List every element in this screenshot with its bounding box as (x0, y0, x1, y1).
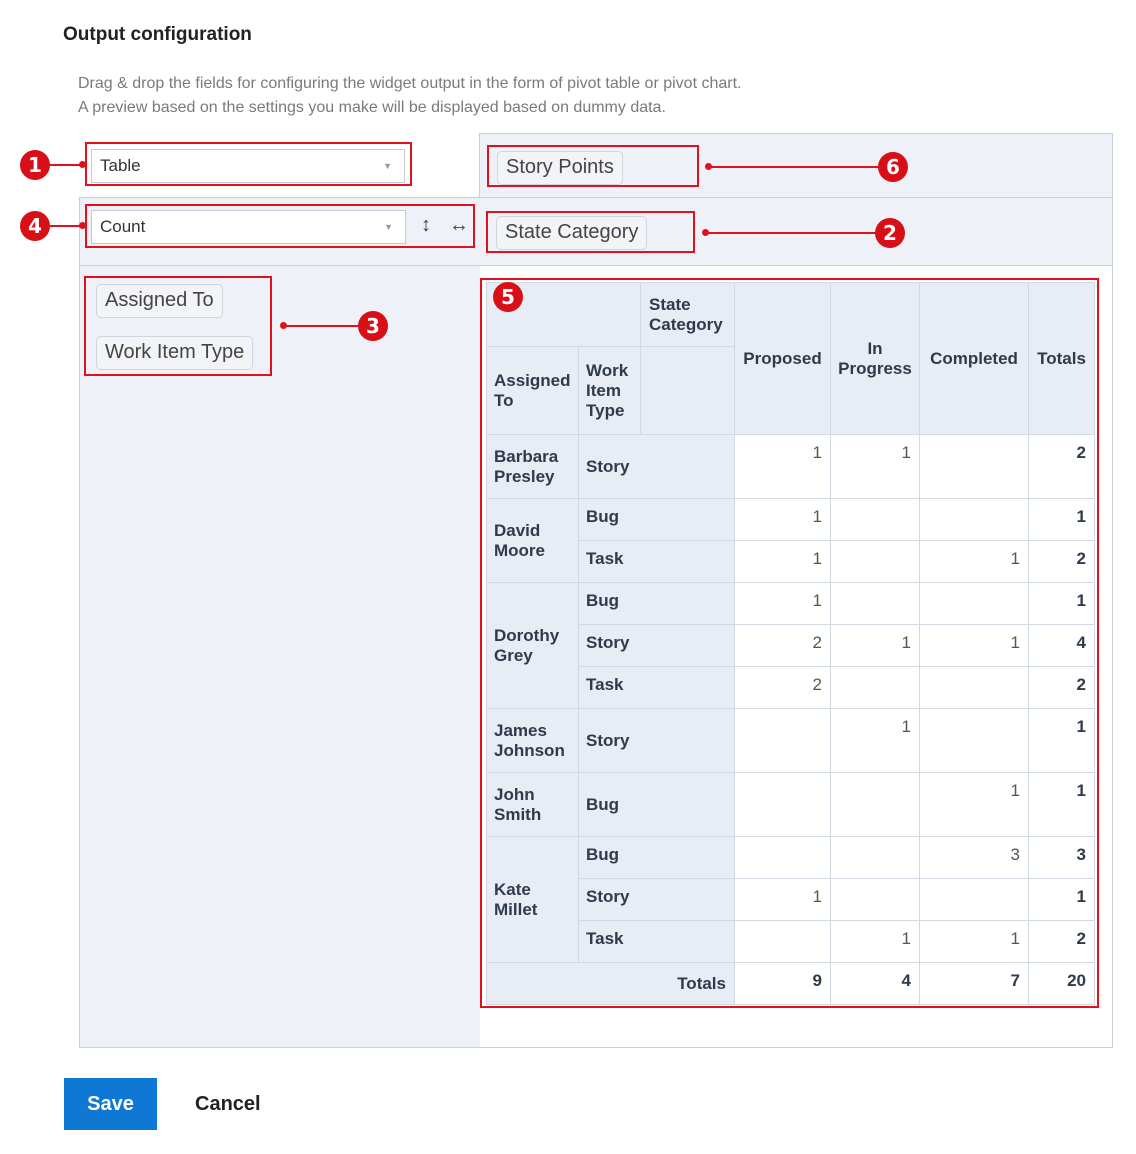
callout-box-pivot-table (480, 278, 1099, 1008)
table-cell: 1 (735, 583, 831, 625)
callout-badge-4: 4 (20, 211, 50, 241)
callout-dot-4 (79, 222, 86, 229)
table-cell: 1 (831, 435, 920, 499)
table-cell: 1 (735, 541, 831, 583)
col-total: 7 (920, 963, 1029, 1005)
table-cell: 1 (920, 773, 1029, 837)
col-total: 9 (735, 963, 831, 1005)
value-field-chip[interactable]: Story Points (497, 151, 623, 185)
row-type-label: Story (579, 435, 735, 499)
grand-total: 20 (1029, 963, 1095, 1005)
row-total: 2 (1029, 921, 1095, 963)
row-field-chip-assigned-to[interactable]: Assigned To (96, 284, 223, 318)
row-type-label: Story (579, 879, 735, 921)
row-group-label: Dorothy Grey (487, 583, 579, 709)
row-total: 1 (1029, 583, 1095, 625)
callout-badge-5: 5 (493, 282, 523, 312)
table-cell: 1 (920, 541, 1029, 583)
callout-box-renderer (85, 142, 412, 186)
callout-line-2 (706, 232, 876, 234)
renderer-select-value: Table (100, 156, 141, 175)
callout-badge-6: 6 (878, 152, 908, 182)
row-type-label: Bug (579, 499, 735, 541)
row-type-label: Task (579, 921, 735, 963)
callout-dot-2 (702, 229, 709, 236)
callout-box-value-field (487, 145, 699, 187)
row-total: 1 (1029, 499, 1095, 541)
row-total: 3 (1029, 837, 1095, 879)
table-cell: 1 (735, 435, 831, 499)
aggregator-select-value: Count (100, 217, 146, 236)
row-type-label: Bug (579, 583, 735, 625)
row-type-label: Task (579, 667, 735, 709)
chevron-down-icon: ▼ (384, 222, 393, 232)
table-cell: 1 (920, 921, 1029, 963)
row-type-label: Task (579, 541, 735, 583)
callout-dot-1 (79, 161, 86, 168)
col-header-totals: Totals (1029, 283, 1095, 435)
row-sort-icon[interactable]: ↕ (421, 214, 431, 236)
row-total: 4 (1029, 625, 1095, 667)
description (78, 72, 741, 120)
save-button[interactable]: Save (64, 1078, 157, 1130)
row-type-label: Story (579, 625, 735, 667)
row-type-label: Bug (579, 837, 735, 879)
table-cell: 1 (831, 625, 920, 667)
row-group-label: David Moore (487, 499, 579, 583)
row-attr-label-assigned-to: Assigned To (487, 347, 579, 435)
row-group-label: James Johnson (487, 709, 579, 773)
callout-line-3 (284, 325, 359, 327)
table-cell: 1 (735, 879, 831, 921)
row-total: 2 (1029, 541, 1095, 583)
callout-badge-3: 3 (358, 311, 388, 341)
table-cell: 3 (920, 837, 1029, 879)
col-header-completed: Completed (920, 283, 1029, 435)
page-title: Output configuration (63, 24, 252, 45)
table-cell: 2 (735, 667, 831, 709)
table-cell: 1 (735, 499, 831, 541)
totals-row-label: Totals (487, 963, 735, 1005)
row-total: 1 (1029, 879, 1095, 921)
callout-box-column-field (486, 211, 695, 253)
table-cell: 1 (831, 709, 920, 773)
col-total: 4 (831, 963, 920, 1005)
table-cell: 1 (831, 921, 920, 963)
row-group-label: Kate Millet (487, 837, 579, 963)
row-group-label: John Smith (487, 773, 579, 837)
row-total: 2 (1029, 435, 1095, 499)
callout-dot-3 (280, 322, 287, 329)
callout-badge-2: 2 (875, 218, 905, 248)
callout-line-4 (48, 225, 83, 227)
description-line-2: A preview based on the settings you make will be displayed based on dummy data. (78, 99, 666, 116)
col-header-proposed: Proposed (735, 283, 831, 435)
row-type-label: Story (579, 709, 735, 773)
cancel-button[interactable]: Cancel (195, 1093, 261, 1115)
table-cell: 1 (920, 625, 1029, 667)
callout-line-1 (48, 164, 83, 166)
row-attr-label-work-item-type: Work Item Type (579, 347, 641, 435)
column-field-chip[interactable]: State Category (496, 216, 647, 250)
col-attr-label: State Category (641, 283, 735, 347)
callout-box-row-fields (84, 276, 272, 376)
description-line-1: Drag & drop the fields for configuring the widget output in the form of pivot table or pivot chart. (78, 75, 742, 92)
row-group-label: Barbara Presley (487, 435, 579, 499)
row-type-label: Bug (579, 773, 735, 837)
chevron-down-icon: ▼ (383, 161, 392, 171)
row-total: 1 (1029, 709, 1095, 773)
callout-line-6 (709, 166, 879, 168)
table-cell: 2 (735, 625, 831, 667)
row-field-chip-work-item-type[interactable]: Work Item Type (96, 336, 253, 370)
col-header-in-progress: In Progress (831, 283, 920, 435)
callout-box-aggregator (85, 204, 475, 248)
column-sort-icon[interactable]: ↔ (449, 214, 469, 236)
callout-badge-1: 1 (20, 150, 50, 180)
row-total: 1 (1029, 773, 1095, 837)
callout-dot-6 (705, 163, 712, 170)
row-total: 2 (1029, 667, 1095, 709)
